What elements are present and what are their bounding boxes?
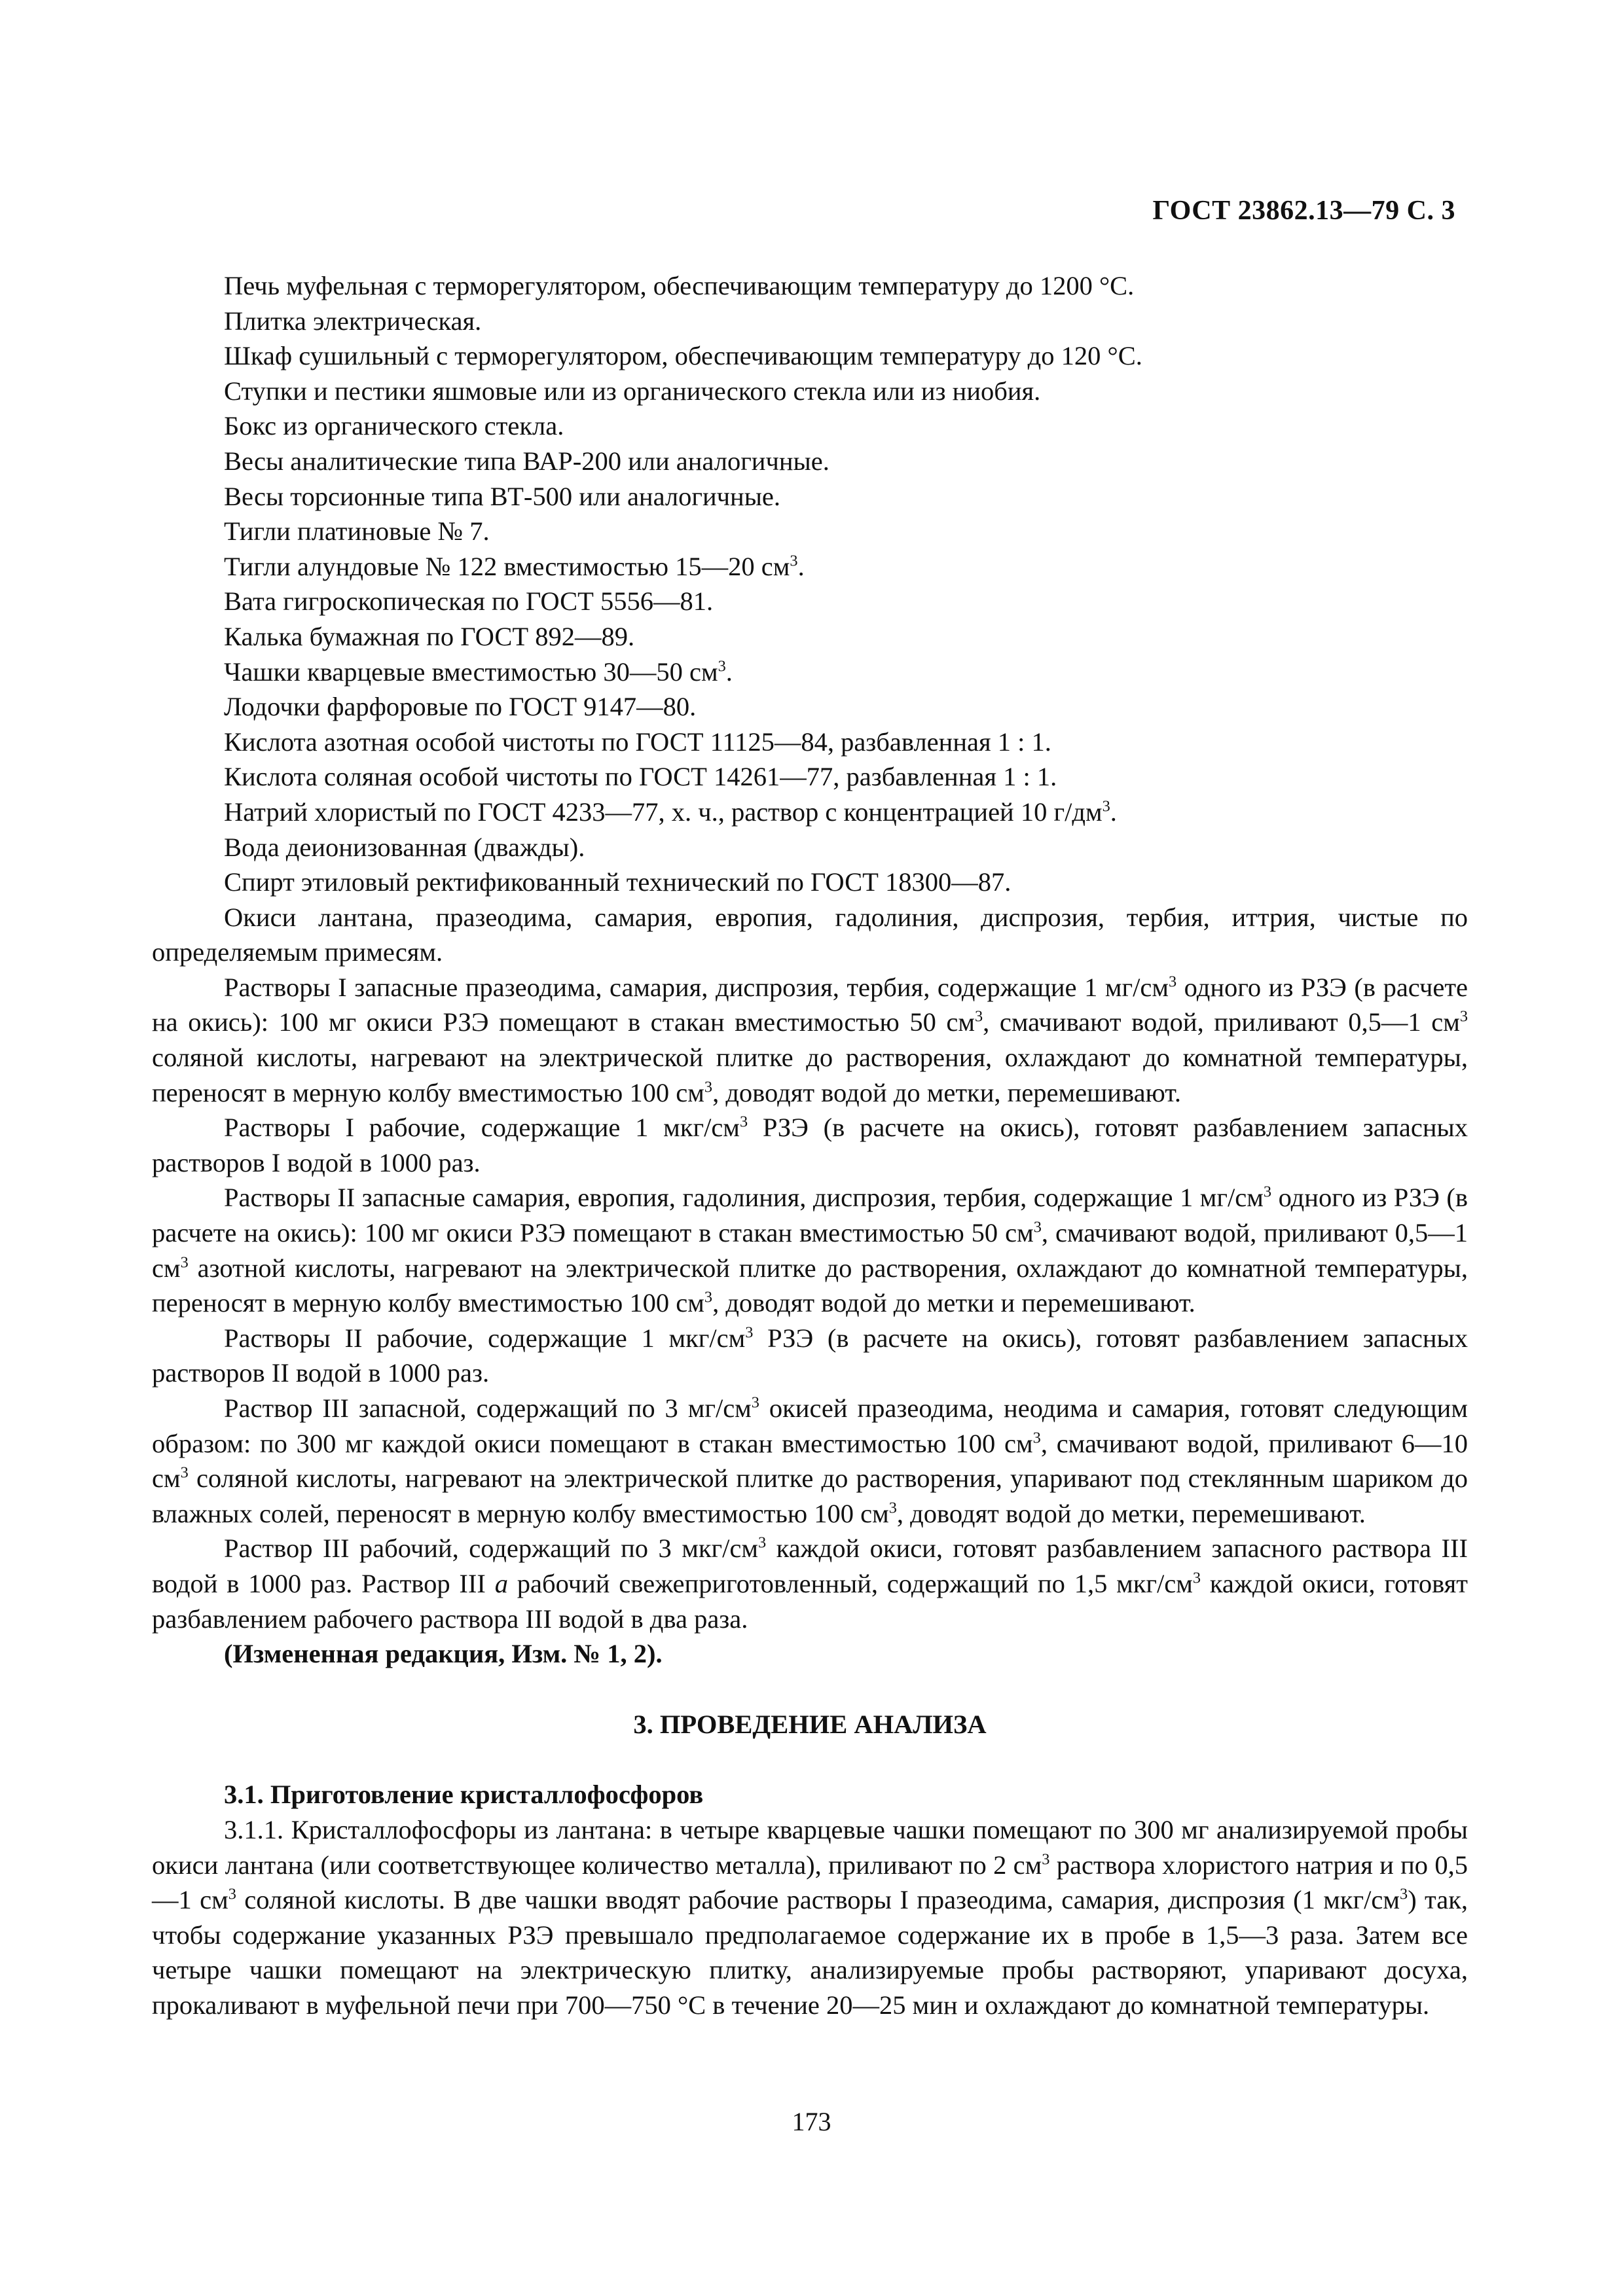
page-header: ГОСТ 23862.13—79 С. 3	[1152, 196, 1455, 226]
solution-iii-working-paragraph: Раствор III рабочий, содержащий по 3 мкг/$см^3$ каждой окиси, готовят разбавлением запасного раствора III водой в 1000 раз. Раствор III а рабочий свежеприготовленный, содержащий по 1,5 мкг/$см^3$ каждой окиси, готовят разбавлением рабочего раствора III водой в два раза.	[152, 1534, 1468, 1634]
solution-ii-working-paragraph: Растворы II рабочие, содержащие 1 мкг/$см^3$ РЗЭ (в расчете на окись), готовят разбавлением запасных растворов II водой в 1000 раз.	[152, 1323, 1468, 1388]
equipment-line: Тигли алундовые № 122 вместимостью 15—20 $см^3$.	[224, 551, 805, 581]
equipment-line: Весы аналитические типа ВАР-200 или аналогичные.	[224, 446, 830, 476]
reagent-line: Вода деионизованная (дважды).	[224, 832, 585, 862]
reagent-line: Спирт этиловый ректификованный технический по ГОСТ 18300—87.	[224, 867, 1012, 897]
equipment-line: Плитка электрическая.	[224, 306, 482, 336]
document-body	[152, 268, 1468, 2023]
amendment-note: (Измененная редакция, Изм. № 1, 2).	[224, 1639, 663, 1669]
reagent-paragraph: Окиси лантана, празеодима, самария, европия, гадолиния, диспрозия, тербия, иттрия, чистые по определяемым примесям.	[152, 902, 1468, 967]
equipment-line: Шкаф сушильный с терморегулятором, обеспечивающим температуру до 120 °С.	[224, 341, 1142, 371]
solution-ii-stock-paragraph: Растворы II запасные самария, европия, гадолиния, диспрозия, тербия, содержащие 1 $мг/см^3$ одного из РЗЭ (в расчете на окись): 100 мг окиси РЗЭ помещают в стакан вместимостью 50 $см^3$, смачивают водой, приливают 0,5—1 $см^3$ азотной кислоты, нагревают на электрической плитке до растворения, охлаждают до комнатной температуры, переносят в мерную колбу вместимостью 100 $см^3$, доводят водой до метки и перемешивают.	[152, 1183, 1468, 1318]
equipment-line: Калька бумажная по ГОСТ 892—89.	[224, 621, 635, 651]
equipment-line: Тигли платиновые № 7.	[224, 516, 490, 547]
solution-iii-stock-paragraph: Раствор III запасной, содержащий по 3 $мг/см^3$ окисей празеодима, неодима и самария, готовят следующим образом: по 300 мг каждой окиси помещают в стакан вместимостью 100 $см^3$, смачивают водой, приливают 6—10 $см^3$ соляной кислоты, нагревают на электрической плитке до растворения, упаривают под стеклянным шариком до влажных солей, переносят в мерную колбу вместимостью 100 $см^3$, доводят водой до метки, перемешивают.	[152, 1393, 1468, 1528]
clause-3-1-1-paragraph: 3.1.1. Кристаллофосфоры из лантана: в четыре кварцевые чашки помещают по 300 мг анализируемой пробы окиси лантана (или соответствующее количество металла), приливают по 2 $см^3$ раствора хлористого натрия и по 0,5—1 $см^3$ соляной кислоты. В две чашки вводят рабочие растворы I празеодима, самария, диспрозия (1 мкг/$см^3$) так, чтобы содержание указанных РЗЭ превышало предполагаемое содержание их в пробе в 1,5—3 раза. Затем все четыре чашки помещают на электрическую плитку, анализируемые пробы растворяют, упаривают досуха, прокаливают в муфельной печи при 700—750 °С в течение 20—25 мин и охлаждают до комнатной температуры.	[152, 1814, 1468, 2020]
equipment-line: Чашки кварцевые вместимостью 30—50 $см^3$.	[224, 656, 733, 687]
reagent-line: Натрий хлористый по ГОСТ 4233—77, х. ч., раствор с концентрацией 10 $г/дм^3$.	[224, 797, 1117, 827]
equipment-line: Ступки и пестики яшмовые или из органического стекла или из ниобия.	[224, 376, 1041, 406]
reagent-line: Кислота азотная особой чистоты по ГОСТ 11125—84, разбавленная 1 : 1.	[224, 726, 1051, 757]
section-heading: 3. ПРОВЕДЕНИЕ АНАЛИЗА	[633, 1709, 987, 1739]
solution-i-stock-paragraph: Растворы I запасные празеодима, самария, диспрозия, тербия, содержащие 1 $мг/см^3$ одного из РЗЭ (в расчете на окись): 100 мг окиси РЗЭ помещают в стакан вместимостью 50 $см^3$, смачивают водой, приливают 0,5—1 $см^3$ соляной кислоты, нагревают на электрической плитке до растворения, охлаждают до комнатной температуры, переносят в мерную колбу вместимостью 100 $см^3$, доводят водой до метки, перемешивают.	[152, 972, 1468, 1107]
solution-i-working-paragraph: Растворы I рабочие, содержащие 1 мкг/$см^3$ РЗЭ (в расчете на окись), готовят разбавлением запасных растворов I водой в 1000 раз.	[152, 1113, 1468, 1177]
subsection-heading: 3.1. Приготовление кристаллофосфоров	[224, 1780, 704, 1810]
equipment-line: Вата гигроскопическая по ГОСТ 5556—81.	[224, 586, 714, 617]
equipment-line: Бокс из органического стекла.	[224, 411, 564, 441]
reagent-line: Лодочки фарфоровые по ГОСТ 9147—80.	[224, 692, 697, 722]
equipment-line: Весы торсионные типа ВТ-500 или аналогичные.	[224, 481, 781, 511]
equipment-line: Печь муфельная с терморегулятором, обеспечивающим температуру до 1200 °С.	[224, 271, 1135, 300]
reagent-line: Кислота соляная особой чистоты по ГОСТ 14261—77, разбавленная 1 : 1.	[224, 762, 1057, 792]
page-number: 173	[792, 2107, 831, 2136]
